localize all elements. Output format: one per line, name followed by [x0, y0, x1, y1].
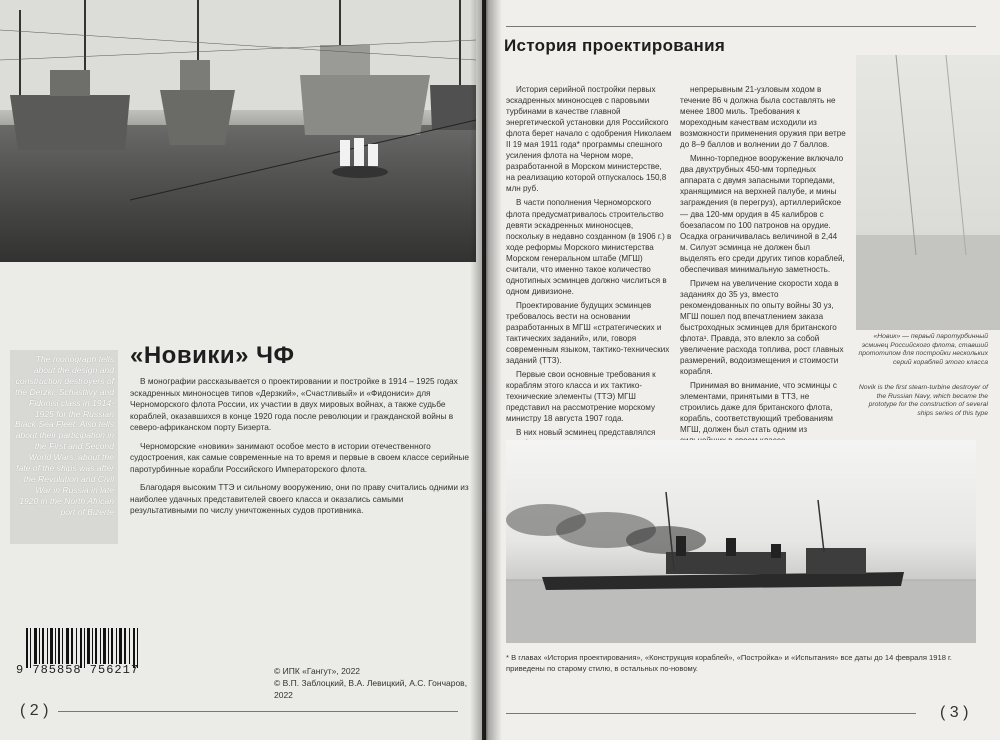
photo-caption-ru: «Новик» — первый паротурбинный эсминец Российского флота, ставший прототипом для постройки нескольких серий кораблей этого класса	[858, 333, 988, 366]
chapter-paragraph: В части пополнения Черноморского флота предусматривалось строительство девяти эскадренных миноносцев, поскольку в недавно созданном (в 1906 г.) в ходе реформы Морского министерства Морском генеральном штабе (МГШ) считали, что именно такое количество однотипных эсминцев должно числиться в одном дивизионе.	[506, 198, 672, 296]
chapter-paragraph: В них новый эсминец представлялся	[516, 428, 656, 438]
chapter-paragraph: Проектирование будущих эсминцев требовалось вести на основании разработанных в МГШ «стратегических и тактических заданий», или, говоря современным языком, тактико-технических заданий (ТТЗ).	[506, 300, 670, 366]
text-column-2	[680, 84, 846, 475]
book-title: «Новики» ЧФ	[130, 342, 295, 369]
page-number-right: ( 3 )	[940, 704, 969, 721]
footnote: * В главах «История проектирования», «Конструкция кораблей», «Постройка» и «Испытания» все даты до 14 февраля 1918 г. приведены по старому стилю, в остальных по-новому.	[506, 653, 953, 673]
english-summary: The monograph tells about the design and construction destroyers of the Derzki, Schastlivy and Fidonisi class in 1914-1925 for the Russian Black Sea Fleet. Also tells about their participation in the First and Second World Wars, about the fate of the ships was after the Revolution and Civil War in Russia in late 1920 in the North African port of Bizerte	[14, 354, 114, 517]
left-page	[0, 0, 482, 740]
chapter-paragraph: Причем на увеличение скорости хода в заданиях до 35 уз, вместо рекомендованных по опыту войны 30 уз, МГШ пошел под впечатлением заказа быстроходных эсминцев для британского флота¹. Правда, это влекло за собой увеличение расхода топлива, рост главных размерений, водоизмещения и стоимости корабля.	[680, 278, 844, 377]
annotation-paragraph: В монографии рассказывается о проектировании и постройке в 1914 – 1925 годах эскадренных миноносцев типов «Дерзкий», «Счастливый» и «Фидониси» для Черноморского флота России, их участии в двух мировых войнах, а также судьбе кораблей, оказавшихся в конце 1920 года после революции и гражданской войны в северо-африканском порту Бизерта.	[130, 376, 458, 432]
harbor-photo	[0, 0, 476, 262]
chapter-paragraph: непрерывным 21-узловым ходом в течение 86 ч должна была составлять не менее 1800 миль. Требования к мореходным качествам исходили из возможности применения оружия при ветре до 8–9 баллов и волнении до 7 баллов.	[680, 85, 846, 150]
edge-photo	[856, 55, 1000, 330]
annotation-paragraph: Черноморские «новики» занимают особое место в истории отечественного судостроения, как самые современные на то время и первые в своем классе серийные паротурбинные корабли Российского Императорского флота.	[130, 440, 469, 474]
header-rule	[506, 26, 976, 27]
copyright-authors: © В.П. Заблоцкий, В.А. Левицкий, А.С. Гончаров, 2022	[274, 678, 468, 700]
text-column-1	[506, 84, 672, 475]
isbn-number: 9 785858 756217	[16, 663, 140, 677]
photo-caption-en: Novik is the first steam-turbine destroyer of the Russian Navy, which became the prototype for the construction of several ships series of this type	[858, 384, 988, 417]
footer-rule	[58, 711, 458, 712]
chapter-paragraph: Принимая во внимание, что эсминцы с элементами, принятыми в ТТЗ, не строились даже для британского флота, корабль, соответствующий требованиям МГШ, должен был стать одним из	[680, 381, 837, 435]
copyright	[274, 665, 482, 701]
page-number-left: ( 2 )	[20, 702, 49, 719]
chapter-paragraph: Первые свои основные требования к кораблям этого класса и их тактико-технические элементы (ТТЭ) МГШ представил на рассмотрение морскому министру 18 августа 1907 года.	[506, 370, 656, 424]
copyright-publisher: © ИПК «Гангут», 2022	[274, 666, 361, 676]
annotation-paragraph: Благодаря высоким ТТЭ и сильному вооружению, они по праву считались одними из наиболее удачных представителей своего класса и оказались самыми результативными по числу уничтоженных судов противника.	[130, 482, 469, 515]
english-summary-box	[10, 350, 118, 544]
annotation-text	[130, 376, 470, 524]
chapter-paragraph: Минно-торпедное вооружение включало два двухтрубных 450-мм торпедных аппарата с двумя запасными торпедами, хранящимися на верхней палубе, и мины заграждения (в перегруз), артиллерийское — два 120-мм орудия в 45 калибров с боезапасом по 100 патронов на орудие. Осадка ограничивалась величиной в 2,44 м. Силуэт эсминца не должен был выделять его среди других типов кораблей, обеспечивая минимальную заметность.	[680, 154, 845, 274]
chapter-paragraph: История серийной постройки первых эскадренных миноносцев с паровыми турбинами в качестве главной энергетической установки для Российского флота берет начало с одобрения Николаем II 19 мая 1911 года* программы спешного усиления флота на Черном море, разработанной в Морском министерстве, на реализацию которой отпускалось 150,8 млн руб.	[506, 85, 672, 194]
destroyer-photo	[506, 440, 976, 643]
chapter-title: История проектирования	[504, 36, 726, 55]
footer-rule-right	[506, 713, 916, 714]
